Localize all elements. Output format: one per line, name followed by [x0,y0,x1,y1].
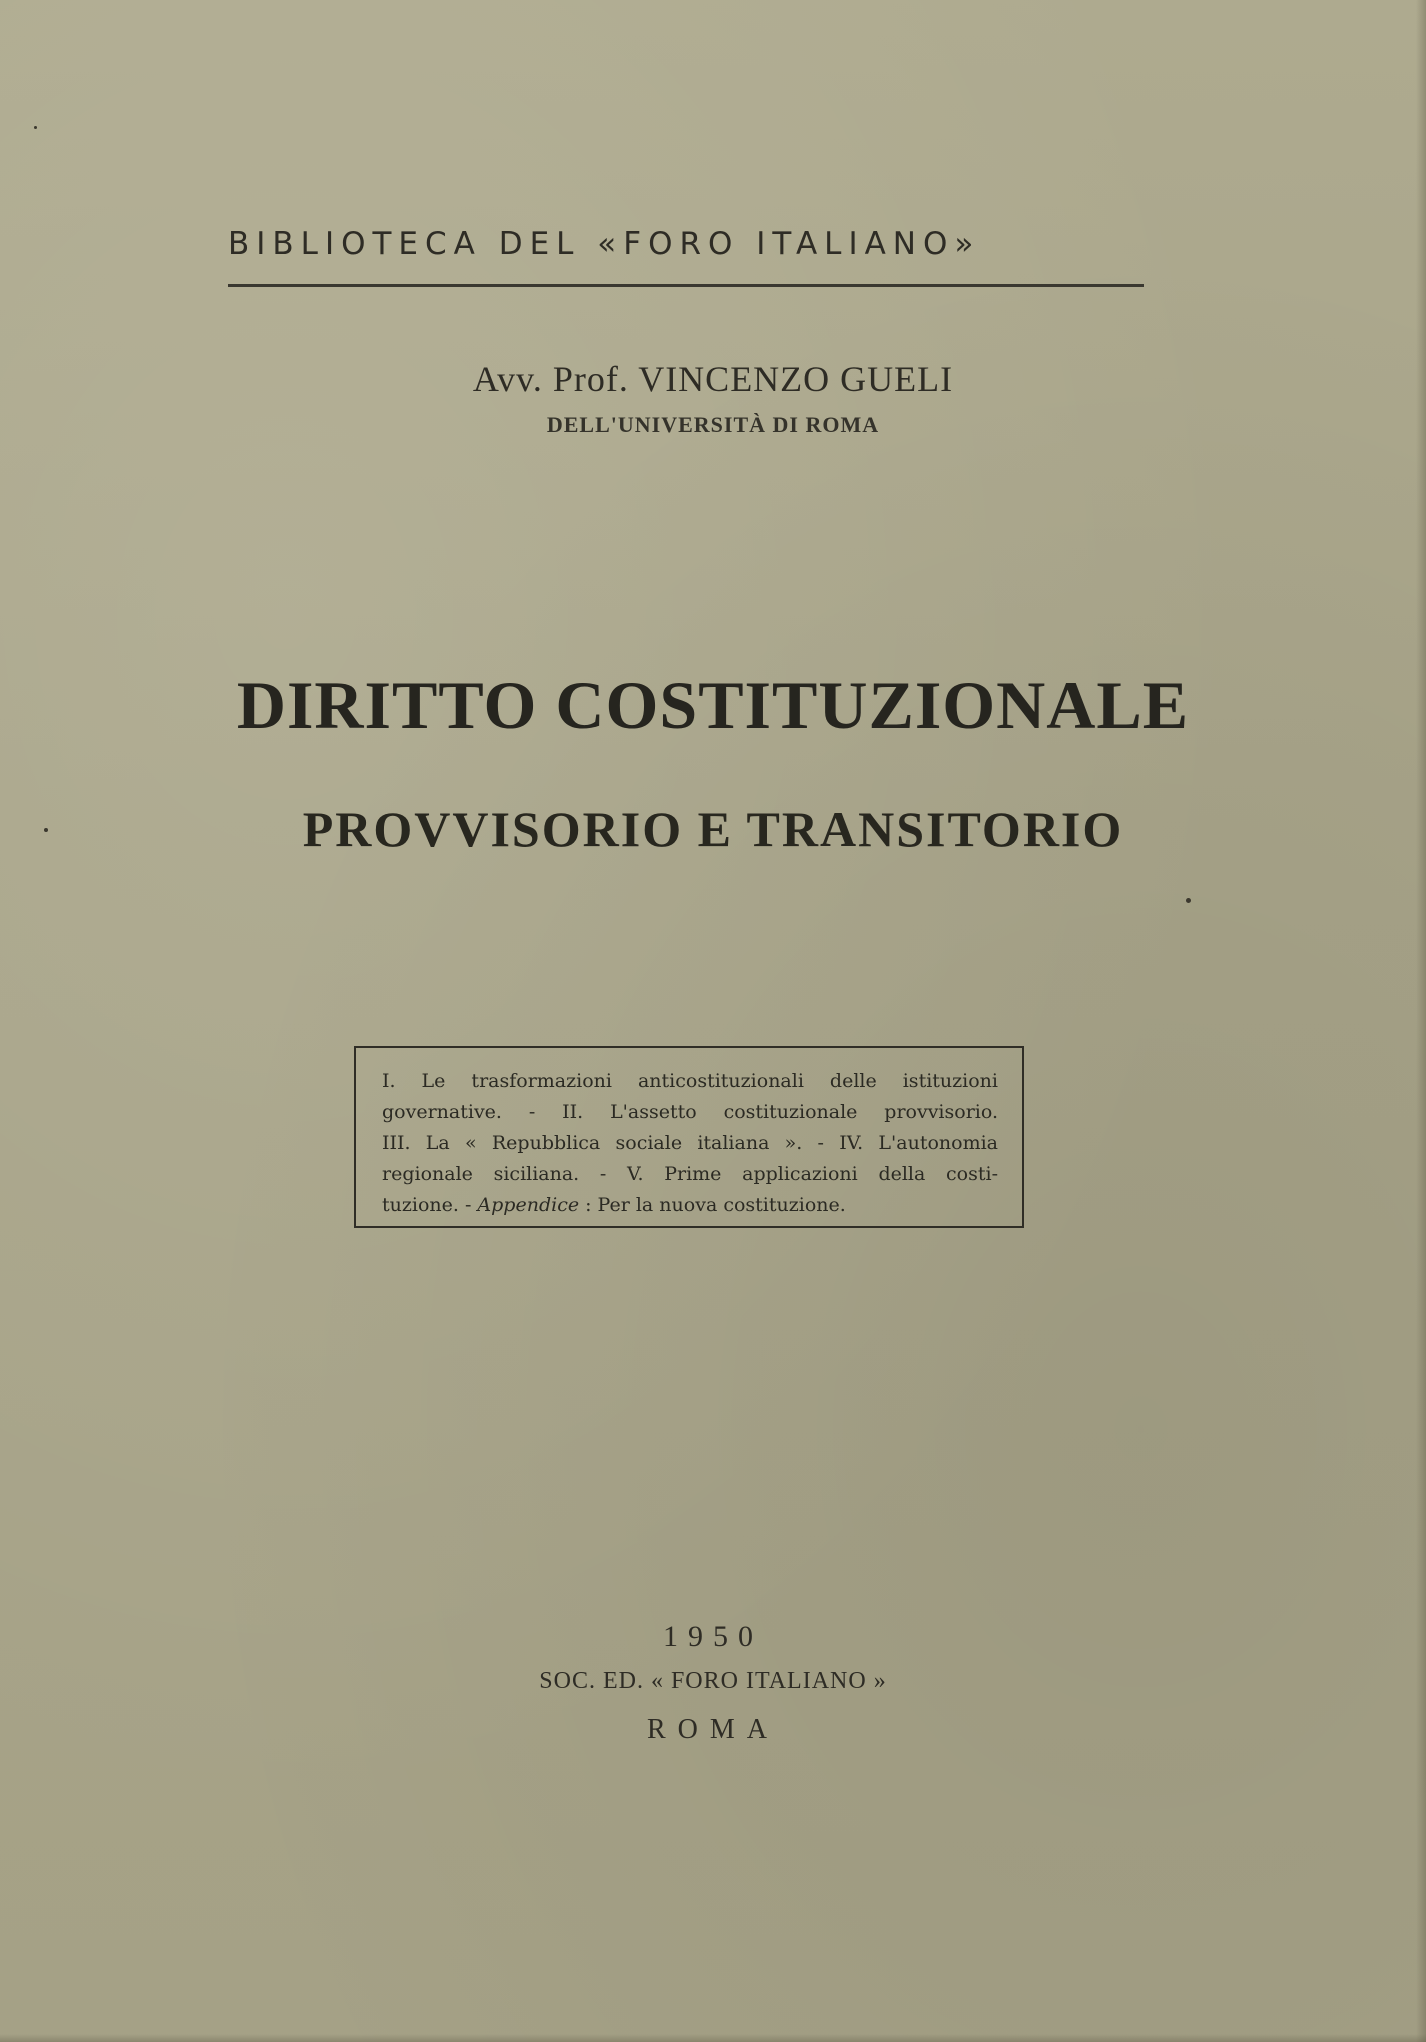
author-affiliation: DELL'UNIVERSITÀ DI ROMA [546,412,880,437]
contents-line: I. Le trasformazioni anticostituzionali delle istituzioni [382,1070,998,1092]
paper-speck [44,828,48,832]
author-name: Avv. Prof. VINCENZO GUELI [472,359,954,399]
paper-speck [1186,898,1191,903]
contents-summary-box [354,1046,1024,1228]
series-title: BIBLIOTECA DEL «FORO ITALIANO» [228,226,981,262]
series-rule [228,284,1144,287]
contents-line-prefix: tuzione. - [382,1194,478,1216]
appendix-label: Appendice [477,1194,580,1216]
contents-line: regionale siciliana. - V. Prime applicazioni della costi- [382,1163,998,1185]
publisher-name: SOC. ED. « FORO ITALIANO » [539,1668,887,1694]
book-subtitle: PROVVISORIO E TRANSITORIO [302,801,1124,857]
book-title: DIRITTO COSTITUZIONALE [236,667,1190,743]
contents-line: III. La « Repubblica sociale italiana ». - IV. L'autonomia [382,1132,998,1154]
contents-line: governative. - II. L'assetto costituzionale provvisorio. [382,1101,998,1123]
paper-speck [34,126,37,129]
contents-line [382,1190,998,1221]
publication-city: ROMA [646,1714,779,1745]
cover-edge-shadow-bottom [0,2034,1426,2042]
contents-line-suffix: : Per la nuova costituzione. [579,1194,846,1216]
publication-year: 1950 [663,1620,763,1653]
